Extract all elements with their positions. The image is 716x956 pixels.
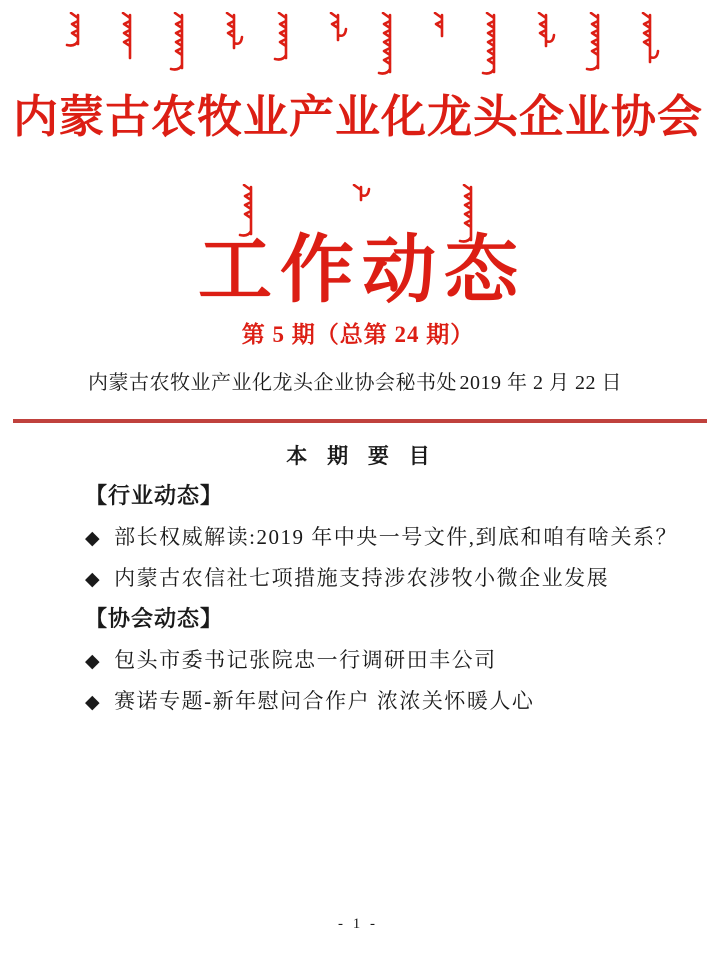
mongolian-word-icon <box>218 12 244 56</box>
issue-number: 第 5 期（总第 24 期） <box>241 322 475 347</box>
bulletin-title: 工作动态 <box>198 230 526 312</box>
mongolian-word-icon <box>374 12 400 80</box>
publisher-row <box>88 366 622 395</box>
toc-item-text: 赛诺专题-新年慰问合作户 浓浓关怀暖人心 <box>114 689 535 713</box>
mongolian-word-icon <box>426 12 452 44</box>
mongolian-word-icon <box>114 12 140 66</box>
toc-item-text: 部长权威解读:2019 年中央一号文件,到底和咱有啥关系？ <box>114 525 678 549</box>
toc-item <box>85 561 681 602</box>
association-title: 内蒙古农牧业产业化龙头企业协会 <box>12 92 703 142</box>
mongolian-word-icon <box>166 12 192 76</box>
publisher-name: 内蒙古农牧业产业化龙头企业协会秘书处 <box>88 372 457 394</box>
toc-section-title-association: 【协会动态】 <box>85 606 224 631</box>
mongolian-word-icon <box>345 184 371 208</box>
diamond-bullet-icon: ◆ <box>85 691 102 713</box>
mongolian-word-icon <box>634 12 660 70</box>
diamond-bullet-icon: ◆ <box>85 650 102 672</box>
mongolian-word-icon <box>62 12 88 52</box>
mongolian-word-icon <box>478 12 504 80</box>
toc-item <box>85 520 681 561</box>
toc-item <box>85 643 681 684</box>
issue-date: 2019 年 2 月 22 日 <box>459 372 622 394</box>
divider-rule <box>13 419 707 423</box>
toc-heading: 本 期 要 目 <box>286 445 437 468</box>
toc-item-text: 包头市委书记张院忠一行调研田丰公司 <box>114 648 497 672</box>
diamond-bullet-icon: ◆ <box>85 527 102 549</box>
toc-item-text: 内蒙古农信社七项措施支持涉农涉牧小微企业发展 <box>114 566 610 590</box>
mongolian-script-row-top <box>62 12 660 80</box>
page-number: - 1 - <box>338 916 378 932</box>
toc-list <box>85 479 681 725</box>
toc-item <box>85 684 681 725</box>
mongolian-word-icon <box>270 12 296 66</box>
mongolian-word-icon <box>322 12 348 48</box>
diamond-bullet-icon: ◆ <box>85 568 102 590</box>
toc-section-title-industry: 【行业动态】 <box>85 483 224 508</box>
mongolian-word-icon <box>582 12 608 76</box>
mongolian-word-icon <box>530 12 556 54</box>
